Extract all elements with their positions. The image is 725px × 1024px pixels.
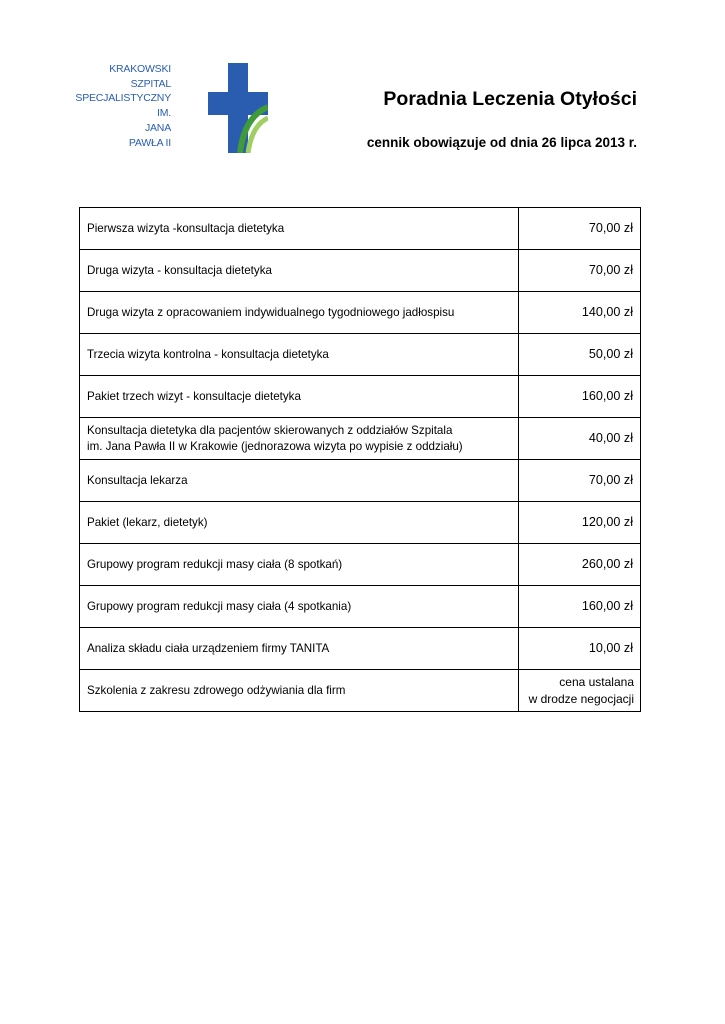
service-name: Pakiet (lekarz, dietetyk) (80, 502, 519, 544)
table-row (80, 376, 641, 418)
service-price: 140,00 zł (519, 292, 641, 334)
table-row (80, 418, 641, 460)
table-row (80, 586, 641, 628)
table-row (80, 502, 641, 544)
table-row (80, 460, 641, 502)
page-title: Poradnia Leczenia Otyłości (383, 88, 637, 110)
service-price: 40,00 zł (519, 418, 641, 460)
logo-line: SZPITAL (130, 77, 171, 90)
service-price: 10,00 zł (519, 628, 641, 670)
table-row (80, 334, 641, 376)
service-price: 50,00 zł (519, 334, 641, 376)
service-price-line: cena ustalana (559, 674, 634, 689)
service-name: Konsultacja lekarza (80, 460, 519, 502)
price-list-date: cennik obowiązuje od dnia 26 lipca 2013 r. (366, 135, 637, 150)
service-price-line: w drodze negocjacji (528, 691, 634, 706)
service-name: Druga wizyta - konsultacja dietetyka (80, 250, 519, 292)
service-price: 260,00 zł (519, 544, 641, 586)
service-name (80, 418, 519, 460)
cross-logo-icon (208, 63, 268, 153)
table-row (80, 628, 641, 670)
table-row (80, 208, 641, 250)
service-name: Pierwsza wizyta -konsultacja dietetyka (80, 208, 519, 250)
logo-line: IM. (157, 107, 171, 120)
service-name: Grupowy program redukcji masy ciała (8 spotkań) (80, 544, 519, 586)
service-name: Szkolenia z zakresu zdrowego odżywiania dla firm (80, 670, 519, 712)
service-price: 70,00 zł (519, 250, 641, 292)
service-price: 120,00 zł (519, 502, 641, 544)
service-price: 160,00 zł (519, 376, 641, 418)
table-row (80, 292, 641, 334)
service-name: Grupowy program redukcji masy ciała (4 spotkania) (80, 586, 519, 628)
logo-text (75, 62, 171, 150)
service-name: Druga wizyta z opracowaniem indywidualnego tygodniowego jadłospisu (80, 292, 519, 334)
service-price (519, 670, 641, 712)
service-name: Trzecia wizyta kontrolna - konsultacja dietetyka (80, 334, 519, 376)
service-price: 160,00 zł (519, 586, 641, 628)
table-row (80, 544, 641, 586)
service-price: 70,00 zł (519, 460, 641, 502)
logo-line: PAWŁA II (128, 136, 171, 149)
service-name: Analiza składu ciała urządzeniem firmy TANITA (80, 628, 519, 670)
table-row (80, 250, 641, 292)
table-row (80, 670, 641, 712)
service-name: Pakiet trzech wizyt - konsultacje dietetyka (80, 376, 519, 418)
price-table (79, 207, 641, 712)
service-name-line: im. Jana Pawła II w Krakowie (jednorazowa wizyta po wypisie z oddziału) (87, 439, 463, 453)
logo-line: SPECJALISTYCZNY (75, 92, 171, 105)
service-name-line: Konsultacja dietetyka dla pacjentów skierowanych z oddziałów Szpitala (87, 423, 453, 437)
logo-line: KRAKOWSKI (109, 63, 171, 75)
logo-line: JANA (144, 121, 171, 134)
hospital-logo (75, 60, 273, 155)
service-price: 70,00 zł (519, 208, 641, 250)
